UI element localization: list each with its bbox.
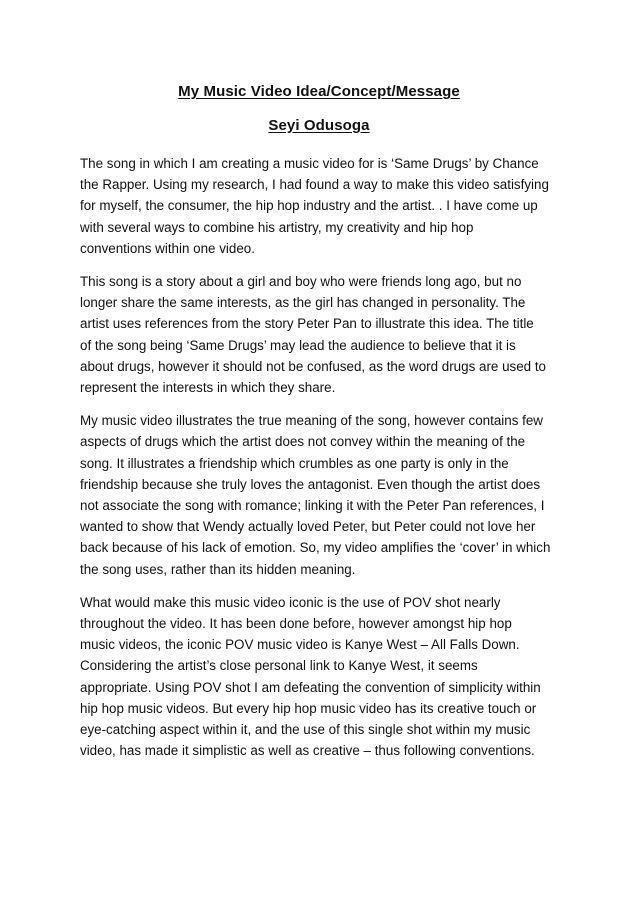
- paragraph-2: This song is a story about a girl and boy who were friends long ago, but no longer share the same interests, as the girl has changed in personality. The artist uses references from the story Peter Pan to illustrate this idea. The title of the song being ‘Same Drugs’ may lead the audience to believe that it is about drugs, however it should not be confused, as the word drugs are used to represent the interests in which they share.: [80, 274, 546, 396]
- document-body: [80, 153, 565, 773]
- document-title: My Music Video Idea/Concept/Message: [178, 83, 460, 100]
- document-author: Seyi Odusoga: [268, 117, 370, 134]
- paragraph-1: The song in which I am creating a music video for is ‘Same Drugs’ by Chance the Rapper. Using my research, I had found a way to make this video satisfying for myself, the consumer, the hip hop industry and the artist. . I have come up with several ways to combine his artistry, my creativity and hip hop conventions within one video.: [80, 156, 549, 256]
- paragraph-4: What would make this music video iconic is the use of POV shot nearly throughout the video. It has been done before, however amongst hip hop music videos, the iconic POV music video is Kanye West – All Falls Down. Considering the artist’s close personal link to Kanye West, it seems appropriate. Using POV shot I am defeating the convention of simplicity within hip hop music videos. But every hip hop music video has its creative touch or eye-catching aspect within it, and the use of this single shot within my music video, has made it simplistic as well as creative – thus following conventions.: [80, 594, 541, 759]
- paragraph-3: My music video illustrates the true meaning of the song, however contains few aspects of drugs which the artist does not convey within the meaning of the song. It illustrates a friendship which crumbles as one party is only in the friendship because she truly loves the antagonist. Even though the artist does not associate the song with romance; linking it with the Peter Pan references, I wanted to show that Wendy actually loved Peter, but Peter could not love her back because of his lack of emotion. So, my video amplifies the ‘cover’ in which the song uses, rather than its hidden meaning.: [80, 413, 551, 577]
